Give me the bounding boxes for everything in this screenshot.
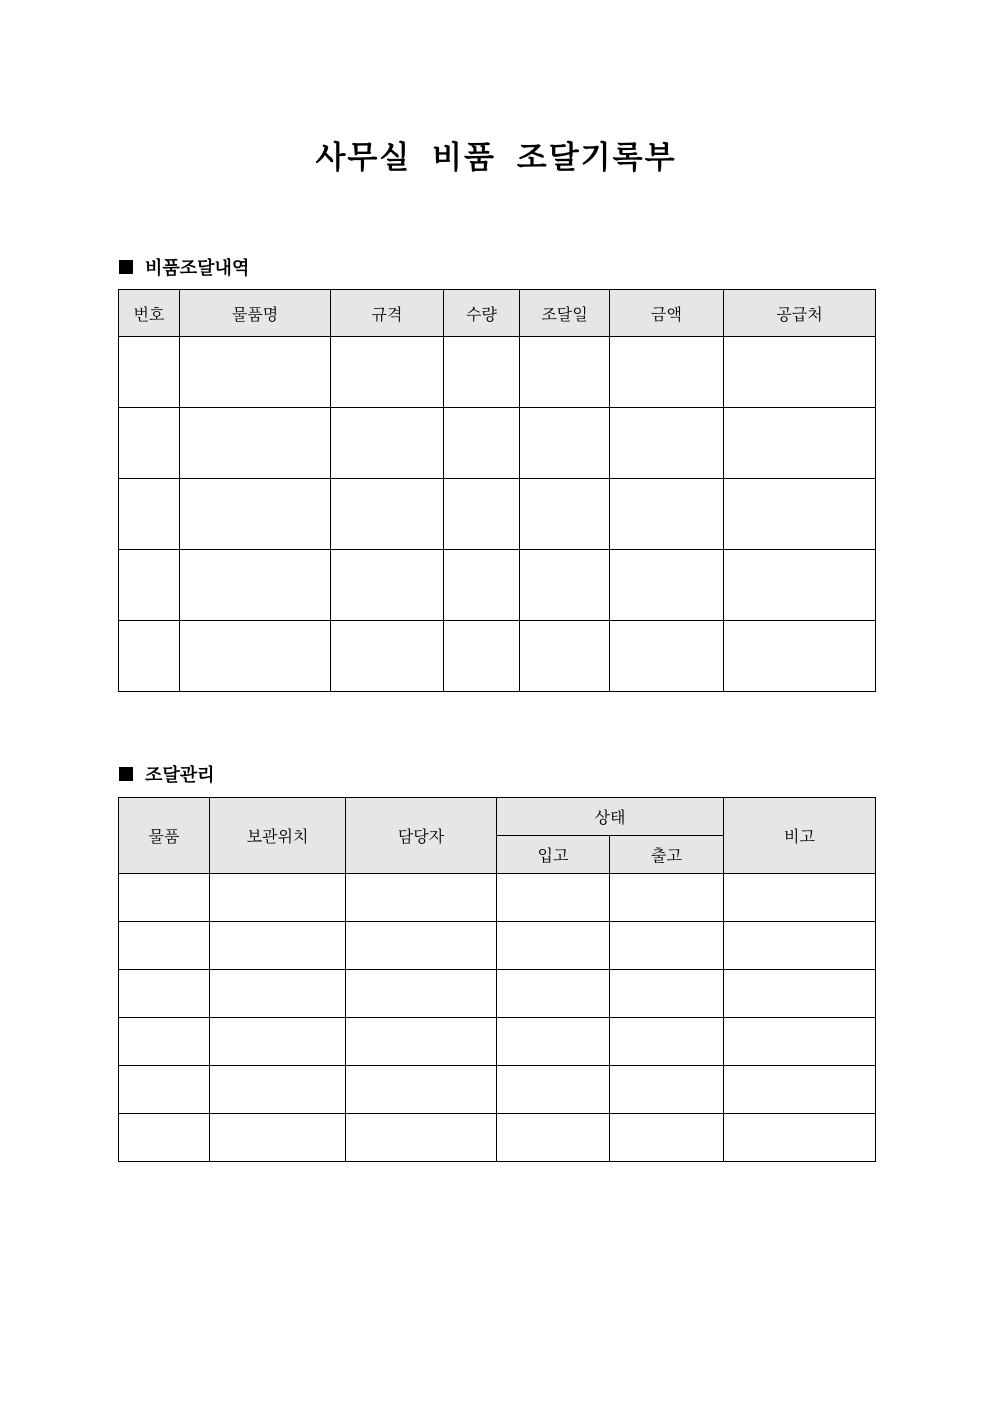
table-cell[interactable] bbox=[180, 408, 331, 479]
table-cell[interactable] bbox=[119, 550, 180, 621]
procurement-header-row bbox=[119, 290, 876, 337]
table-cell[interactable] bbox=[724, 479, 876, 550]
table-cell[interactable] bbox=[610, 1066, 724, 1114]
table-cell[interactable] bbox=[610, 874, 724, 922]
table-cell[interactable] bbox=[724, 550, 876, 621]
table-cell[interactable] bbox=[497, 1114, 610, 1162]
table-cell[interactable] bbox=[444, 408, 520, 479]
table-cell[interactable] bbox=[520, 621, 610, 692]
table-cell[interactable] bbox=[444, 621, 520, 692]
table-cell[interactable] bbox=[497, 1018, 610, 1066]
table-cell[interactable] bbox=[724, 337, 876, 408]
management-table bbox=[118, 797, 876, 1162]
table-row bbox=[119, 479, 876, 550]
table-cell[interactable] bbox=[331, 408, 444, 479]
procurement-heading-text: 비품조달내역 bbox=[145, 258, 250, 279]
table-cell[interactable] bbox=[210, 1114, 346, 1162]
table-cell[interactable] bbox=[610, 337, 724, 408]
table-cell[interactable] bbox=[346, 1114, 497, 1162]
table-cell[interactable] bbox=[119, 1018, 210, 1066]
table-cell[interactable] bbox=[119, 408, 180, 479]
table-cell[interactable] bbox=[610, 1018, 724, 1066]
col-header-item: 물품 bbox=[119, 798, 210, 874]
table-row bbox=[119, 970, 876, 1018]
table-row bbox=[119, 337, 876, 408]
table-row bbox=[119, 550, 876, 621]
table-cell[interactable] bbox=[444, 550, 520, 621]
square-bullet-icon bbox=[119, 767, 133, 781]
table-cell[interactable] bbox=[180, 337, 331, 408]
table-cell[interactable] bbox=[331, 550, 444, 621]
table-cell[interactable] bbox=[119, 479, 180, 550]
col-header-spec: 규격 bbox=[331, 290, 444, 337]
table-cell[interactable] bbox=[180, 550, 331, 621]
table-cell[interactable] bbox=[346, 922, 497, 970]
table-cell[interactable] bbox=[610, 550, 724, 621]
table-row bbox=[119, 922, 876, 970]
table-cell[interactable] bbox=[724, 1018, 876, 1066]
col-header-amount: 금액 bbox=[610, 290, 724, 337]
table-cell[interactable] bbox=[119, 621, 180, 692]
col-header-procurement-date: 조달일 bbox=[520, 290, 610, 337]
table-cell[interactable] bbox=[346, 874, 497, 922]
table-cell[interactable] bbox=[331, 621, 444, 692]
table-cell[interactable] bbox=[724, 874, 876, 922]
procurement-table bbox=[118, 289, 876, 692]
table-cell[interactable] bbox=[346, 1018, 497, 1066]
procurement-section-heading bbox=[119, 254, 249, 280]
management-section-heading bbox=[119, 761, 215, 787]
col-header-remarks: 비고 bbox=[724, 798, 876, 874]
table-cell[interactable] bbox=[724, 922, 876, 970]
table-cell[interactable] bbox=[180, 621, 331, 692]
table-cell[interactable] bbox=[119, 337, 180, 408]
table-cell[interactable] bbox=[520, 550, 610, 621]
col-header-status-out: 출고 bbox=[610, 836, 724, 874]
table-cell[interactable] bbox=[724, 970, 876, 1018]
document-title: 사무실 비품 조달기록부 bbox=[315, 140, 677, 176]
table-cell[interactable] bbox=[346, 970, 497, 1018]
table-cell[interactable] bbox=[210, 922, 346, 970]
table-cell[interactable] bbox=[497, 970, 610, 1018]
table-cell[interactable] bbox=[180, 479, 331, 550]
table-cell[interactable] bbox=[520, 408, 610, 479]
table-cell[interactable] bbox=[497, 1066, 610, 1114]
table-cell[interactable] bbox=[346, 1066, 497, 1114]
col-header-status-in: 입고 bbox=[497, 836, 610, 874]
table-cell[interactable] bbox=[331, 479, 444, 550]
table-cell[interactable] bbox=[444, 337, 520, 408]
table-cell[interactable] bbox=[119, 1066, 210, 1114]
table-row bbox=[119, 621, 876, 692]
table-cell[interactable] bbox=[610, 408, 724, 479]
table-cell[interactable] bbox=[520, 479, 610, 550]
table-row bbox=[119, 1018, 876, 1066]
management-header-row bbox=[119, 798, 876, 836]
col-header-item-name: 물품명 bbox=[180, 290, 331, 337]
table-cell[interactable] bbox=[724, 621, 876, 692]
col-header-manager: 담당자 bbox=[346, 798, 497, 874]
col-header-number: 번호 bbox=[119, 290, 180, 337]
table-cell[interactable] bbox=[119, 1114, 210, 1162]
table-cell[interactable] bbox=[610, 970, 724, 1018]
table-cell[interactable] bbox=[210, 1066, 346, 1114]
table-cell[interactable] bbox=[724, 1066, 876, 1114]
table-cell[interactable] bbox=[520, 337, 610, 408]
table-row bbox=[119, 408, 876, 479]
table-cell[interactable] bbox=[610, 479, 724, 550]
table-cell[interactable] bbox=[331, 337, 444, 408]
table-cell[interactable] bbox=[610, 922, 724, 970]
square-bullet-icon bbox=[119, 260, 133, 274]
table-cell[interactable] bbox=[724, 408, 876, 479]
table-cell[interactable] bbox=[497, 922, 610, 970]
col-header-supplier: 공급처 bbox=[724, 290, 876, 337]
col-header-status: 상태 bbox=[497, 798, 724, 836]
table-cell[interactable] bbox=[210, 1018, 346, 1066]
table-cell[interactable] bbox=[497, 874, 610, 922]
table-cell[interactable] bbox=[610, 1114, 724, 1162]
table-cell[interactable] bbox=[724, 1114, 876, 1162]
table-cell[interactable] bbox=[119, 922, 210, 970]
table-cell[interactable] bbox=[610, 621, 724, 692]
table-cell[interactable] bbox=[210, 874, 346, 922]
table-cell[interactable] bbox=[119, 874, 210, 922]
table-cell[interactable] bbox=[444, 479, 520, 550]
management-heading-text: 조달관리 bbox=[145, 765, 215, 786]
table-cell[interactable] bbox=[210, 970, 346, 1018]
table-row bbox=[119, 1066, 876, 1114]
col-header-quantity: 수량 bbox=[444, 290, 520, 337]
table-cell[interactable] bbox=[119, 970, 210, 1018]
table-row bbox=[119, 1114, 876, 1162]
table-row bbox=[119, 874, 876, 922]
col-header-storage-location: 보관위치 bbox=[210, 798, 346, 874]
